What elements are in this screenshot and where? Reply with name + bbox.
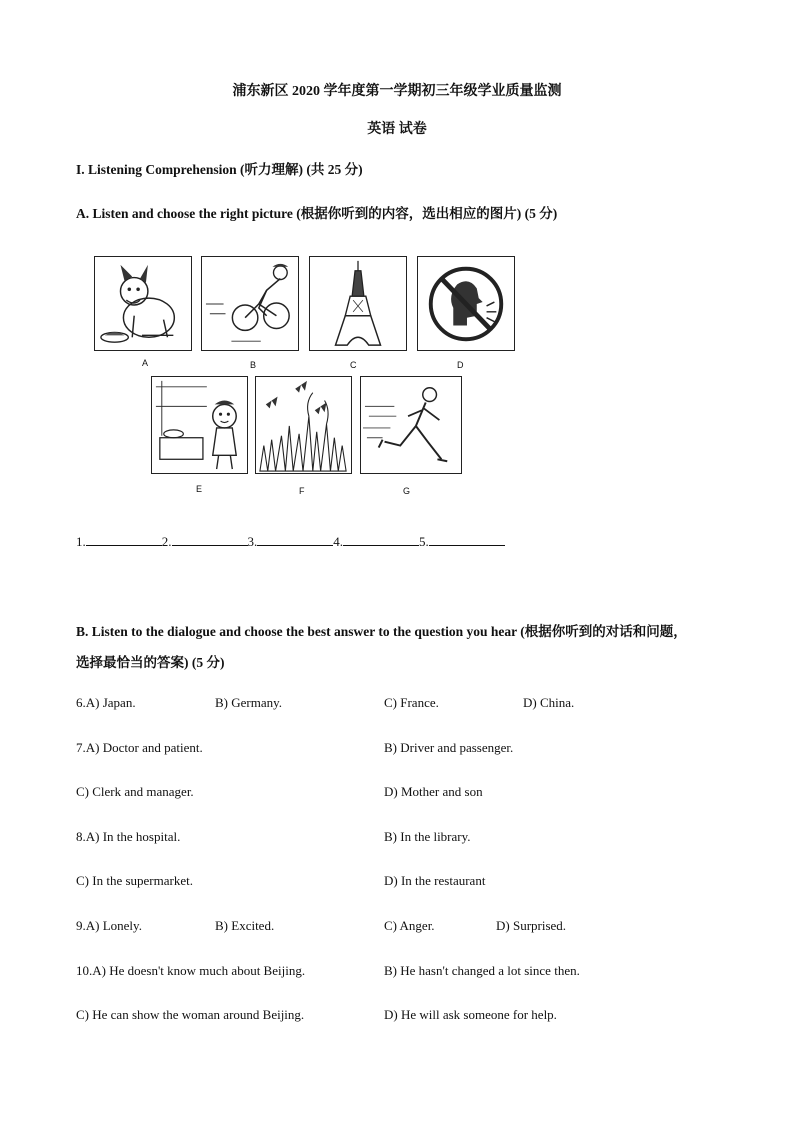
section-heading: I. Listening Comprehension (听力理解) (共 25 分) <box>76 162 363 177</box>
q10-option-c: C) He can show the woman around Beijing. <box>76 1007 305 1022</box>
q6-option-b: B) Germany. <box>215 695 283 710</box>
answer-blank-2[interactable] <box>172 533 248 546</box>
part-b-heading-line1: B. Listen to the dialogue and choose the best answer to the question you hear (根据你听到的对话和问题， <box>76 624 687 639</box>
girl-cooking-icon <box>152 377 247 473</box>
q7-option-c: C) Clerk and manager. <box>76 784 194 799</box>
picture-label-f: F <box>299 486 305 496</box>
part-a-heading: A. Listen and choose the right picture (根据你听到的内容，选出相应的图片) (5 分) <box>76 206 558 221</box>
answer-blank-5[interactable] <box>429 533 505 546</box>
picture-g <box>360 376 462 474</box>
q7-option-a: 7.A) Doctor and patient. <box>76 740 203 755</box>
picture-d <box>417 256 515 351</box>
q8-option-c: C) In the supermarket. <box>76 873 193 888</box>
blank-label-2: 2. <box>161 534 172 549</box>
q8-option-b: B) In the library. <box>384 829 471 844</box>
q6-option-a: 6.A) Japan. <box>76 695 136 710</box>
q9-option-d: D) Surprised. <box>496 918 567 933</box>
q7-option-d: D) Mother and son <box>384 784 483 799</box>
picture-label-g: G <box>403 486 411 496</box>
q10-option-b: B) He hasn't changed a lot since then. <box>384 963 580 978</box>
q9-option-c: C) Anger. <box>384 918 435 933</box>
q9-option-b: B) Excited. <box>215 918 275 933</box>
cyclist-icon <box>202 257 298 350</box>
q6-option-c: C) France. <box>384 695 439 710</box>
blank-label-5: 5. <box>419 534 429 549</box>
picture-label-a: A <box>142 358 149 368</box>
page-title: 浦东新区 2020 学年度第一学期初三年级学业质量监测 <box>232 84 562 99</box>
q10-option-a: 10.A) He doesn't know much about Beijing. <box>76 963 306 978</box>
part-b-heading-line2: 选择最恰当的答案) (5 分) <box>76 655 225 670</box>
grass-butterflies-icon <box>256 377 351 473</box>
blank-label-3: 3. <box>247 534 258 549</box>
picture-b <box>201 256 299 351</box>
q10-option-d: D) He will ask someone for help. <box>384 1007 557 1022</box>
picture-label-b: B <box>250 360 257 370</box>
page-subtitle: 英语 试卷 <box>367 122 427 137</box>
picture-label-c: C <box>350 360 357 370</box>
eiffel-tower-icon <box>310 257 406 350</box>
answer-blanks <box>76 533 505 550</box>
picture-f <box>255 376 352 474</box>
answer-blank-3[interactable] <box>257 533 333 546</box>
picture-label-e: E <box>196 484 203 494</box>
blank-label-4: 4. <box>333 534 343 549</box>
blank-label-1: 1. <box>76 534 86 549</box>
dog-icon <box>95 257 191 350</box>
picture-a <box>94 256 192 351</box>
q7-option-b: B) Driver and passenger. <box>384 740 514 755</box>
answer-blank-4[interactable] <box>343 533 419 546</box>
picture-c <box>309 256 407 351</box>
q6-option-d: D) China. <box>523 695 575 710</box>
picture-e <box>151 376 248 474</box>
picture-label-d: D <box>457 360 464 370</box>
runner-icon <box>361 377 461 473</box>
q8-option-a: 8.A) In the hospital. <box>76 829 181 844</box>
q9-option-a: 9.A) Lonely. <box>76 918 142 933</box>
no-talking-icon <box>418 257 514 350</box>
q8-option-d: D) In the restaurant <box>384 873 486 888</box>
answer-blank-1[interactable] <box>86 533 162 546</box>
